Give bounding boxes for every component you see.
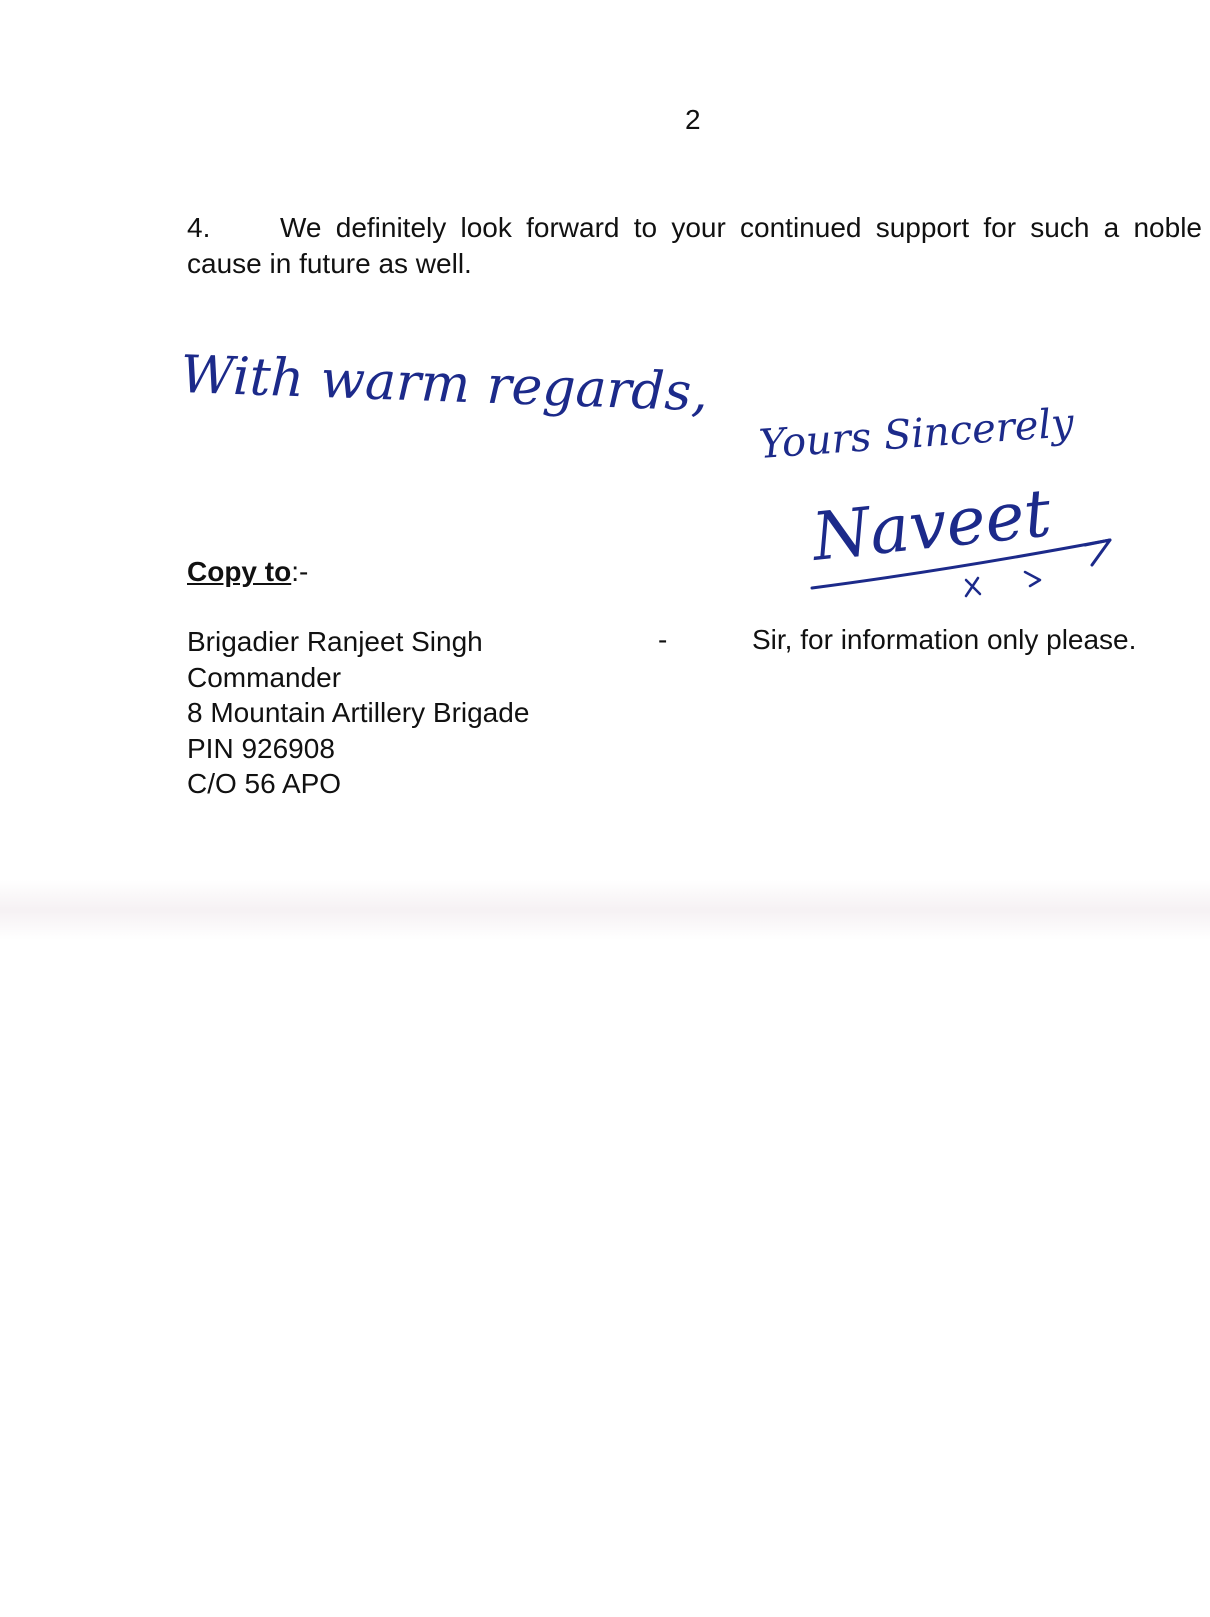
handwritten-closing: With warm regards,: [179, 345, 709, 424]
address-line: Brigadier Ranjeet Singh: [187, 626, 483, 657]
copy-to-heading: [187, 556, 308, 588]
signature-mark-2: [1025, 572, 1040, 586]
scan-smudge: [0, 880, 1210, 940]
paragraph-number: 4.: [187, 212, 211, 243]
handwritten-sign-off: Yours Sincerely: [757, 400, 1076, 468]
recipient-address: [187, 624, 529, 802]
copy-note: Sir, for information only please.: [752, 624, 1137, 655]
copy-to-suffix: :-: [291, 556, 309, 587]
paragraph-text: We definitely look forward to your continued support for such a noble cause in future as well.: [187, 212, 1202, 279]
address-line: 8 Mountain Artillery Brigade: [187, 697, 530, 728]
address-line: PIN 926908: [187, 732, 335, 764]
signature-flourish: [1085, 540, 1110, 565]
page-number: 2: [685, 104, 701, 135]
copy-to-label: Copy to: [187, 556, 292, 587]
handwritten-signature: Naveet: [808, 474, 1055, 576]
address-line: C/O 56 APO: [187, 768, 342, 799]
handwritten-closing-and-signature: [0, 0, 1210, 620]
address-line: Commander: [187, 661, 342, 693]
copy-separator: -: [658, 624, 668, 655]
signature-mark-1: [966, 578, 980, 596]
